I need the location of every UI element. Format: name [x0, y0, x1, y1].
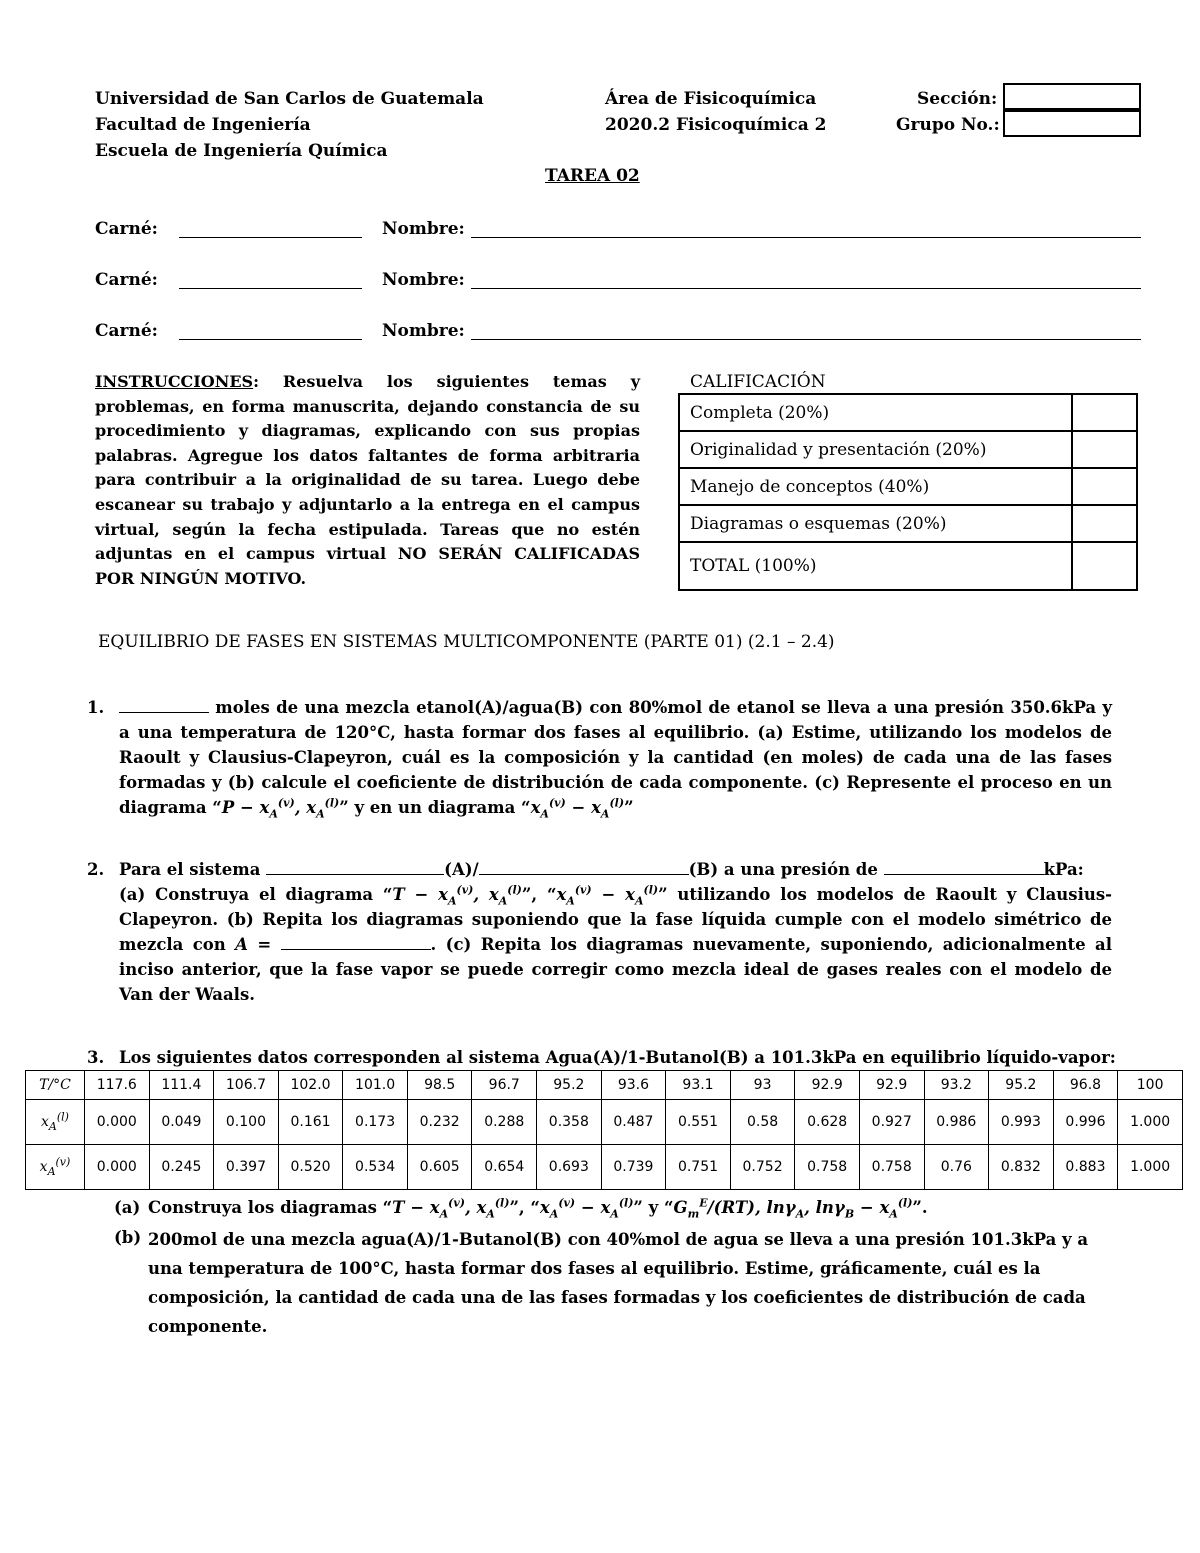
data-cell: 98.5 [407, 1071, 472, 1100]
data-cell: 0.654 [472, 1145, 537, 1190]
data-cell: 0.752 [730, 1145, 795, 1190]
grading-criterion: Originalidad y presentación (20%) [679, 431, 1072, 468]
data-cell: 0.173 [343, 1100, 408, 1145]
instructions-heading: INSTRUCCIONES [95, 372, 254, 391]
grading-score-cell[interactable] [1072, 542, 1137, 590]
part-a-label: (a) [114, 1198, 141, 1217]
instructions-block: INSTRUCCIONES: Resuelva los siguientes temas y problemas, en forma manuscrita, dejando constancia de su procedimiento y diagramas, explicando con sus propias palabras. Agregue los datos faltantes de forma arbitraria para contribuir a la originalidad de su tarea. Luego debe escanear su trabajo y adjuntarlo a la entrega en el campus virtual, según la fecha estipulada. Tareas que no estén adjuntas en el campus virtual NO SERÁN CALIFICADAS POR NINGÚN MOTIVO. [95, 372, 640, 588]
grading-title: CALIFICACIÓN [690, 372, 826, 392]
component-b-blank[interactable] [479, 860, 689, 875]
grading-score-cell[interactable] [1072, 468, 1137, 505]
math-expression: $x_A^{(v)} - x_A^{(l)}$ [530, 796, 625, 821]
data-cell: 0.605 [407, 1145, 472, 1190]
problem-3-number: 3. [87, 1048, 105, 1067]
data-cell: 95.2 [989, 1071, 1054, 1100]
nombre-field-2[interactable] [471, 288, 1141, 289]
math-expression: $T - x_A^{(v)}$, $x_A^{(l)}$ [392, 1196, 510, 1221]
data-cell: 0.245 [149, 1145, 214, 1190]
nombre-field-3[interactable] [471, 339, 1141, 340]
data-cell: 0.520 [278, 1145, 343, 1190]
data-cell: 0.883 [1053, 1145, 1118, 1190]
school-name: Escuela de Ingeniería Química [95, 141, 388, 161]
page-title: TAREA 02 [545, 166, 640, 186]
problem-2-text: Para el sistema (A)/ (B) a una presión de kPa: (a) Construya el diagrama “$T - x_A^{(v)}$, $x_A^{(l)}$”, “$x_A^{(v)} - x_A^{(l)}$” utilizando los modelos de Raoult y Clausius-Clapeyron. (b) Repita los diagramas suponiendo que la fase líquida cumple con el modelo simétrico de mezcla con A = . (c) Repita los diagramas nuevamente, suponiendo, adicionalmente al inciso anterior, que la fase vapor se puede corregir como mezcla ideal de gases reales con el modelo de Van der Waals. [119, 860, 1112, 1004]
nombre-label-1: Nombre: [382, 219, 465, 239]
grading-score-cell[interactable] [1072, 431, 1137, 468]
data-cell: 101.0 [343, 1071, 408, 1100]
data-cell: 0.739 [601, 1145, 666, 1190]
data-cell: 0.358 [537, 1100, 602, 1145]
data-cell: 100 [1118, 1071, 1183, 1100]
grading-table [678, 393, 1138, 591]
data-cell: 95.2 [537, 1071, 602, 1100]
section-title: EQUILIBRIO DE FASES EN SISTEMAS MULTICOMPONENTE (PARTE 01) (2.1 – 2.4) [98, 632, 835, 652]
instructions-text: Resuelva los siguientes temas y problemas, en forma manuscrita, dejando constancia de su procedimiento y diagramas, explicando con sus propias palabras. Agregue los datos faltantes de forma arbitraria para contribuir a la originalidad de su tarea. Luego debe escanear su trabajo y adjuntarlo a la entrega en el campus virtual, según la fecha estipulada. Tareas que no estén adjuntas en el campus virtual NO SERÁN CALIFICADAS POR NINGÚN MOTIVO. [95, 372, 640, 588]
parameter-a-blank[interactable] [281, 935, 431, 950]
data-cell: 93.6 [601, 1071, 666, 1100]
vapor-fraction-row [26, 1145, 1183, 1190]
part-b-label: (b) [114, 1228, 142, 1247]
section-box[interactable] [1003, 83, 1141, 110]
problem-1-moles-blank[interactable] [119, 698, 209, 713]
grading-row [679, 394, 1137, 431]
problem-1-text: moles de una mezcla etanol(A)/agua(B) con 80%mol de etanol se lleva a una presión 350.6kPa y a una temperatura de 120°C, hasta formar dos fases al equilibrio. (a) Estime, utilizando los modelos de Raoult y Clausius-Clapeyron, cuál es la composición y la cantidad (en moles) de cada una de las fases formadas y (b) calcule el coeficiente de distribución de cada componente. (c) Represente el proceso en un diagrama “$P - x_A^{(v)}$, $x_A^{(l)}$” y en un diagrama “$x_A^{(v)} - x_A^{(l)}$” [119, 698, 1112, 821]
data-cell: 0.832 [989, 1145, 1054, 1190]
vle-data-table [25, 1070, 1183, 1190]
data-cell: 0.76 [924, 1145, 989, 1190]
problem-1-number: 1. [87, 698, 105, 717]
grading-row [679, 431, 1137, 468]
math-expression: A = [235, 935, 281, 954]
data-cell: 0.161 [278, 1100, 343, 1145]
grading-score-cell[interactable] [1072, 505, 1137, 542]
math-expression: $x_A^{(v)} - x_A^{(l)}$ [556, 883, 659, 908]
row-header: $x_A^{(v)}$ [26, 1145, 85, 1190]
carne-label-2: Carné: [95, 270, 158, 290]
math-expression: $T - x_A^{(v)}$, $x_A^{(l)}$ [392, 883, 522, 908]
carne-label-1: Carné: [95, 219, 158, 239]
data-cell: 0.993 [989, 1100, 1054, 1145]
problem-2-number: 2. [87, 860, 105, 879]
data-cell: 1.000 [1118, 1100, 1183, 1145]
data-cell: 0.758 [795, 1145, 860, 1190]
data-cell: 0.534 [343, 1145, 408, 1190]
data-cell: 0.000 [85, 1145, 150, 1190]
data-cell: 0.288 [472, 1100, 537, 1145]
data-cell: 93.1 [666, 1071, 731, 1100]
row-header: $x_A^{(l)}$ [26, 1100, 85, 1145]
data-cell: 106.7 [214, 1071, 279, 1100]
grading-row [679, 542, 1137, 590]
data-cell: 0.58 [730, 1100, 795, 1145]
data-cell: 93 [730, 1071, 795, 1100]
grading-criterion: Diagramas o esquemas (20%) [679, 505, 1072, 542]
group-box[interactable] [1003, 110, 1141, 137]
grading-criterion: Completa (20%) [679, 394, 1072, 431]
part-a-text: Construya los diagramas “$T - x_A^{(v)}$, $x_A^{(l)}$”, “$x_A^{(v)} - x_A^{(l)}$” y “$G_m^E/(RT)$, lnγ$_A$, $\ln\gamma_B - x_A^{(l)}$”. [148, 1196, 928, 1221]
section-label: Sección: [917, 89, 998, 109]
carne-field-3[interactable] [179, 339, 362, 340]
group-label: Grupo No.: [896, 115, 1000, 135]
data-cell: 0.751 [666, 1145, 731, 1190]
data-cell: 96.7 [472, 1071, 537, 1100]
nombre-label-3: Nombre: [382, 321, 465, 341]
data-cell: 0.397 [214, 1145, 279, 1190]
grading-row [679, 505, 1137, 542]
row-header: T/°C [26, 1071, 85, 1100]
data-cell: 0.927 [859, 1100, 924, 1145]
data-cell: 96.8 [1053, 1071, 1118, 1100]
pressure-blank[interactable] [884, 860, 1044, 875]
data-cell: 0.986 [924, 1100, 989, 1145]
data-cell: 0.551 [666, 1100, 731, 1145]
carne-field-1[interactable] [179, 237, 362, 238]
data-cell: 0.628 [795, 1100, 860, 1145]
carne-field-2[interactable] [179, 288, 362, 289]
nombre-field-1[interactable] [471, 237, 1141, 238]
math-expression: $x_A^{(v)} - x_A^{(l)}$ [539, 1196, 634, 1221]
problem-3-intro: Los siguientes datos corresponden al sistema Agua(A)/1-Butanol(B) a 101.3kPa en equilibrio líquido-vapor: [119, 1048, 1116, 1067]
data-cell: 92.9 [859, 1071, 924, 1100]
data-cell: 0.487 [601, 1100, 666, 1145]
data-cell: 93.2 [924, 1071, 989, 1100]
component-a-blank[interactable] [266, 860, 444, 875]
data-cell: 111.4 [149, 1071, 214, 1100]
part-b-text: 200mol de una mezcla agua(A)/1-Butanol(B) con 40%mol de agua se lleva a una presión 101.3kPa y a una temperatura de 100°C, hasta formar dos fases al equilibrio. Estime, gráficamente, cuál es la composición, la cantidad de cada una de las fases formadas y los coeficientes de distribución de cada componente. [148, 1230, 1089, 1336]
university-name: Universidad de San Carlos de Guatemala [95, 89, 484, 109]
carne-label-3: Carné: [95, 321, 158, 341]
data-cell: 0.232 [407, 1100, 472, 1145]
grading-row [679, 468, 1137, 505]
data-cell: 0.693 [537, 1145, 602, 1190]
math-expression: $G_m^E/(RT)$, lnγ$_A$, $\ln\gamma_B - x_A^{(l)}$ [673, 1196, 913, 1221]
data-cell: 0.758 [859, 1145, 924, 1190]
grading-criterion: Manejo de conceptos (40%) [679, 468, 1072, 505]
grading-criterion: TOTAL (100%) [679, 542, 1072, 590]
data-cell: 0.100 [214, 1100, 279, 1145]
data-cell: 1.000 [1118, 1145, 1183, 1190]
math-expression: $P - x_A^{(v)}$, $x_A^{(l)}$ [221, 796, 340, 821]
data-cell: 102.0 [278, 1071, 343, 1100]
data-cell: 117.6 [85, 1071, 150, 1100]
data-cell: 0.049 [149, 1100, 214, 1145]
data-cell: 0.996 [1053, 1100, 1118, 1145]
area-name: Área de Fisicoquímica [605, 89, 817, 109]
data-cell: 0.000 [85, 1100, 150, 1145]
temperature-row [26, 1071, 1183, 1100]
data-cell: 92.9 [795, 1071, 860, 1100]
liquid-fraction-row [26, 1100, 1183, 1145]
faculty-name: Facultad de Ingeniería [95, 115, 311, 135]
nombre-label-2: Nombre: [382, 270, 465, 290]
course-name: 2020.2 Fisicoquímica 2 [605, 115, 827, 135]
grading-score-cell[interactable] [1072, 394, 1137, 431]
